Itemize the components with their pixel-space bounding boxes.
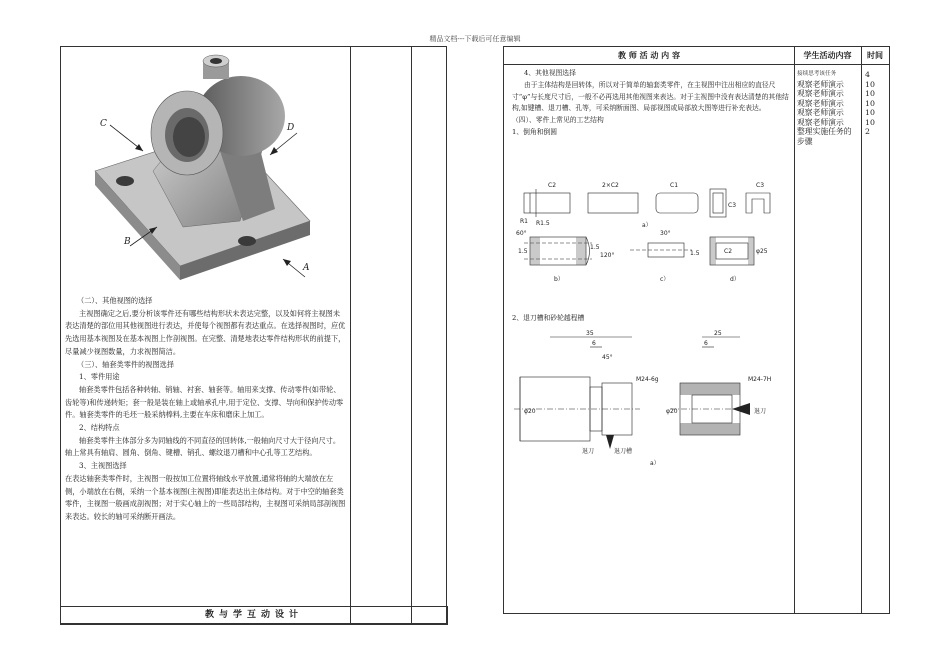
right-body-text <box>512 68 794 139</box>
dim-label: φ25 <box>756 248 768 255</box>
time-column <box>865 70 885 137</box>
time-value: 10 <box>865 79 875 89</box>
paragraph: 轴套类零件包括各种转轴、销轴、衬套、轴套等。轴用来支撑、传动零件(如带轮、齿轮等)和传递转矩；套一般是装在轴上或轴承孔中,用于定位、支撑、导向和保护传动零件。轴套类零件的毛坯一般采纳棒料,主要在车床和磨床上加工。 <box>65 384 344 420</box>
student-activity-item: 观察老师演示 <box>797 89 844 98</box>
view-label-a: A <box>303 263 310 273</box>
dim-label: 6 <box>592 340 596 347</box>
item-heading: 2、退刀槽和砂轮越程槽 <box>512 314 585 322</box>
student-activity-column <box>797 70 859 146</box>
left-page-frame <box>60 46 447 624</box>
item-heading: 2、结构特点 <box>79 423 120 433</box>
column-divider <box>861 47 862 613</box>
dim-label: 25 <box>714 330 722 337</box>
section-heading: （四）、零件上常见的工艺结构 <box>512 116 604 125</box>
time-value: 2 <box>865 127 870 136</box>
figure-caption: b） <box>554 276 564 283</box>
callout-label: 退刀槽 <box>614 448 633 455</box>
figure-caption: c） <box>660 276 670 283</box>
time-value: 4 <box>865 70 870 79</box>
dim-label: 2×C2 <box>602 182 619 189</box>
paragraph: 在表达轴套类零件时，主视图一般按加工位置将轴线水平放置,通常将轴的大端放在左侧，小端放在右侧，采纳一个基本视图(主视图)即能表达出主体结构。对于中空的轴套类零件，主视图一般画成剖视图；对于实心轴上的一些局部结构，主视图可采纳局部剖视图来表达。较长的轴可采纳断开画法。 <box>65 473 346 521</box>
dim-label: 120° <box>600 252 615 259</box>
paragraph: 由于主体结构是回转体，所以对于简单的轴套类零件，在主视图中注出相应的直径尺寸“φ”与长度尺寸后，一般不必再选用其他视图来表达。对于主视图中没有表达清楚的其他结构,如键槽、退刀槽、孔等，可采纳断面图、局部视图或局部放大图等进行补充表达。 <box>512 80 789 113</box>
time-value: 10 <box>865 89 875 98</box>
section-heading: （二）、其他视图的选择 <box>77 296 153 305</box>
callout-label: 退刀 <box>582 448 595 455</box>
dim-label: M24-7H <box>748 376 772 383</box>
item-heading: 1、零件用途 <box>79 372 120 382</box>
dim-label: 60° <box>516 230 527 237</box>
time-value: 10 <box>865 98 875 108</box>
bottom-title: 教与学互动设计 <box>60 606 448 625</box>
callout-label: 退刀 <box>754 408 767 415</box>
time-value: 10 <box>865 117 875 127</box>
right-body-text <box>512 313 794 325</box>
item-heading: 1、倒角和倒圆 <box>512 127 558 136</box>
dim-label: 35 <box>586 330 594 337</box>
header-note: 精品文档---下载后可任意编辑 <box>429 35 521 43</box>
header-teacher-activity: 教 师 活 动 内 容 <box>504 47 794 65</box>
figure-caption: a） <box>650 460 660 467</box>
student-activity-item: 整理实施任务的步骤 <box>797 127 852 146</box>
view-label-c: C <box>100 119 107 129</box>
dim-label: 1.5 <box>690 250 700 257</box>
paragraph: 轴套类零件主体部分多为同轴线的不同直径的回转体,一般轴向尺寸大于径向尺寸。轴上常具有轴肩、圆角、倒角、键槽、销孔、螺纹退刀槽和中心孔等工艺结构。 <box>65 435 341 458</box>
view-label-b: B <box>124 237 131 247</box>
left-body-text <box>65 295 347 524</box>
section-heading: （三）、轴套类零件的视图选择 <box>77 359 175 369</box>
figure-caption: a） <box>642 222 652 229</box>
header-student-activity: 学生活动内容 <box>794 47 861 65</box>
dim-label: R1.5 <box>536 220 550 227</box>
dim-label: 6 <box>704 340 708 347</box>
column-divider <box>411 47 412 623</box>
dim-label: φ20 <box>524 408 536 415</box>
relief-groove-figure <box>510 329 795 469</box>
dim-label: C1 <box>670 182 679 189</box>
view-label-d: D <box>287 123 295 133</box>
student-activity-item: 观察老师演示 <box>797 79 844 89</box>
dim-label: 1.5 <box>518 248 528 255</box>
paragraph: 主视图确定之后,要分析该零件还有哪些结构形状未表达完整，以及如何将主视图未表达清楚的部位用其他视图进行表达，并使每个视图都有表达重点。在选择视图时，应优先选用基本视图及在基本视图上作剖视图。在完整、清楚地表达零件结构形状的前提下，尽量减少视图数量，力求视图简洁。 <box>65 308 346 356</box>
item-heading: 3、主视图选择 <box>79 461 127 471</box>
item-heading: 4、其他视图选择 <box>524 69 576 77</box>
figure-caption: d） <box>730 276 740 283</box>
header-time: 时间 <box>861 47 889 65</box>
bearing-support-drawing <box>65 51 349 291</box>
dim-label: C3 <box>728 202 737 209</box>
student-activity-item: 观察老师演示 <box>797 117 844 127</box>
dim-label: C2 <box>724 248 733 255</box>
dim-label: 30° <box>660 230 671 237</box>
dim-label: C2 <box>548 182 557 189</box>
dim-label: φ20 <box>666 408 678 415</box>
dim-label: 45° <box>602 354 613 361</box>
student-activity-item: 观察老师演示 <box>797 108 844 117</box>
dim-label: C3 <box>756 182 765 189</box>
column-divider <box>350 47 351 623</box>
dim-label: R1 <box>520 218 528 225</box>
dim-label: 1.5 <box>590 244 600 251</box>
student-activity-item: 观察老师演示 <box>797 98 844 108</box>
time-value: 10 <box>865 108 875 117</box>
dim-label: M24-6g <box>636 376 659 383</box>
student-activity-item: 接续思考该任务 <box>797 71 837 77</box>
chamfer-fillet-figure <box>510 179 795 299</box>
